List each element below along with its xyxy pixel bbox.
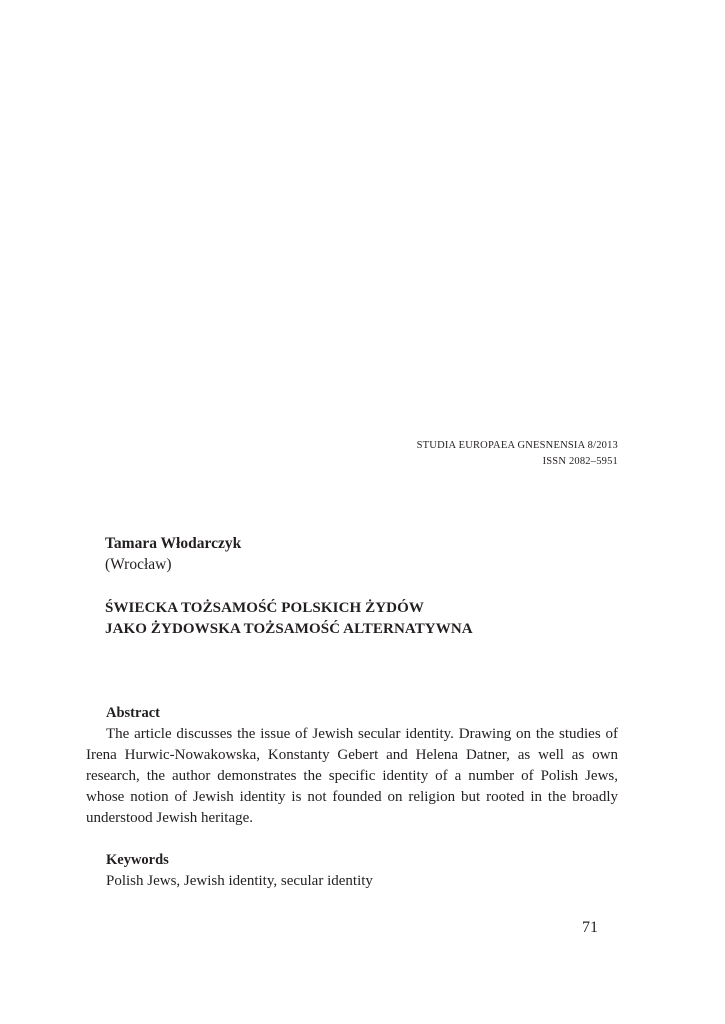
abstract-heading: Abstract (106, 705, 160, 721)
keywords-section (106, 850, 373, 892)
page-number: 71 (582, 919, 598, 936)
title-line-2: JAKO ŻYDOWSKA TOŻSAMOŚĆ ALTERNATYWNA (105, 621, 473, 637)
journal-name: STUDIA EUROPAEA GNESNENSIA 8/2013 (416, 440, 618, 451)
author-block (105, 533, 241, 575)
author-name: Tamara Włodarczyk (105, 535, 242, 552)
keywords-heading: Keywords (106, 852, 169, 868)
author-affiliation: (Wrocław) (105, 556, 172, 573)
keywords-text: Polish Jews, Jewish identity, secular identity (106, 873, 373, 889)
abstract-text: The article discusses the issue of Jewish secular identity. Drawing on the studies of Irena Hurwic-Nowakowska, Konstanty Gebert and Helena Datner, as well as own research, the author demonstrates the specific identity of a number of Polish Jews, whose notion of Jewish identity is not founded on religion but rooted in the broadly understood Jewish heritage. (86, 726, 618, 826)
title-line-1: ŚWIECKA TOŻSAMOŚĆ POLSKICH ŻYDÓW (105, 600, 424, 616)
journal-issn: ISSN 2082–5951 (542, 456, 618, 467)
journal-header (417, 438, 618, 470)
abstract-section (86, 703, 618, 829)
article-title (105, 598, 473, 640)
